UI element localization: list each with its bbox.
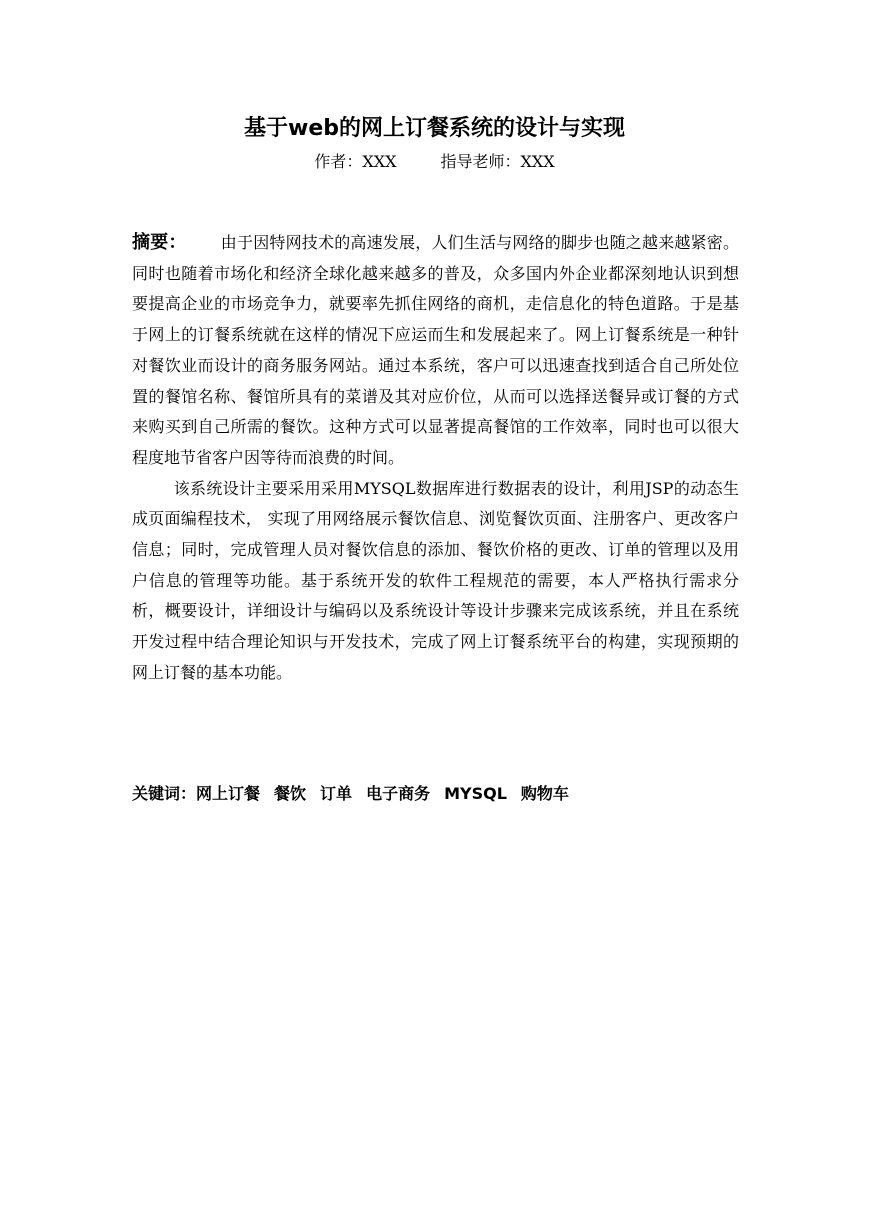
abstract-paragraph-2: 该系统设计主要采用采用MYSQL数据库进行数据表的设计，利用JSP的动态生成页面编程技术， 实现了用网络展示餐饮信息、浏览餐饮页面、注册客户、更改客户信息；同时，完成管理人员对餐饮信息的添加、餐饮价格的更改、订单的管理以及用户信息的管理等功能。基于系统开发的软件工程规范的需要，本人严格执行需求分析，概要设计，详细设计与编码以及系统设计等设计步骤来完成该系统，并且在系统开发过程中结合理论知识与开发技术，完成了网上订餐系统平台的构建，实现预期的网上订餐的基本功能。 — [132, 478, 739, 682]
keyword-item: MYSQL — [444, 784, 507, 803]
paper-title: 基于web的网上订餐系统的设计与实现 — [244, 116, 625, 141]
abstract-paragraph-1 — [132, 228, 739, 474]
advisor-name: 指导老师：XXX — [440, 152, 555, 171]
abstract-heading: 摘要： — [132, 232, 187, 253]
keyword-item: 餐饮 — [274, 784, 307, 803]
keywords-label: 关键词： — [132, 784, 197, 803]
keyword-item: 电子商务 — [366, 784, 431, 803]
author-line — [0, 150, 869, 174]
author-name: 作者：XXX — [314, 152, 397, 171]
abstract-section — [132, 228, 739, 689]
abstract-paragraph-1-text: 由于因特网技术的高速发展，人们生活与网络的脚步也随之越来越紧密。同时也随着市场化和经济全球化越来越多的普及，众多国内外企业都深刻地认识到想要提高企业的市场竞争力，就要率先抓住网络的商机，走信息化的特色道路。于是基于网上的订餐系统就在这样的情况下应运而生和发展起来了。网上订餐系统是一种针对餐饮业而设计的商务服务网站。通过本系统，客户可以迅速查找到适合自己所处位置的餐馆名称、餐馆所具有的菜谱及其对应价位，从而可以选择送餐异或订餐的方式来购买到自己所需的餐饮。这种方式可以显著提高餐馆的工作效率，同时也可以很大程度地节省客户因等待而浪费的时间。 — [132, 233, 739, 467]
keyword-item: 购物车 — [520, 784, 569, 803]
keyword-item: 网上订餐 — [196, 784, 261, 803]
keywords-line — [132, 780, 739, 808]
keyword-item: 订单 — [320, 784, 353, 803]
